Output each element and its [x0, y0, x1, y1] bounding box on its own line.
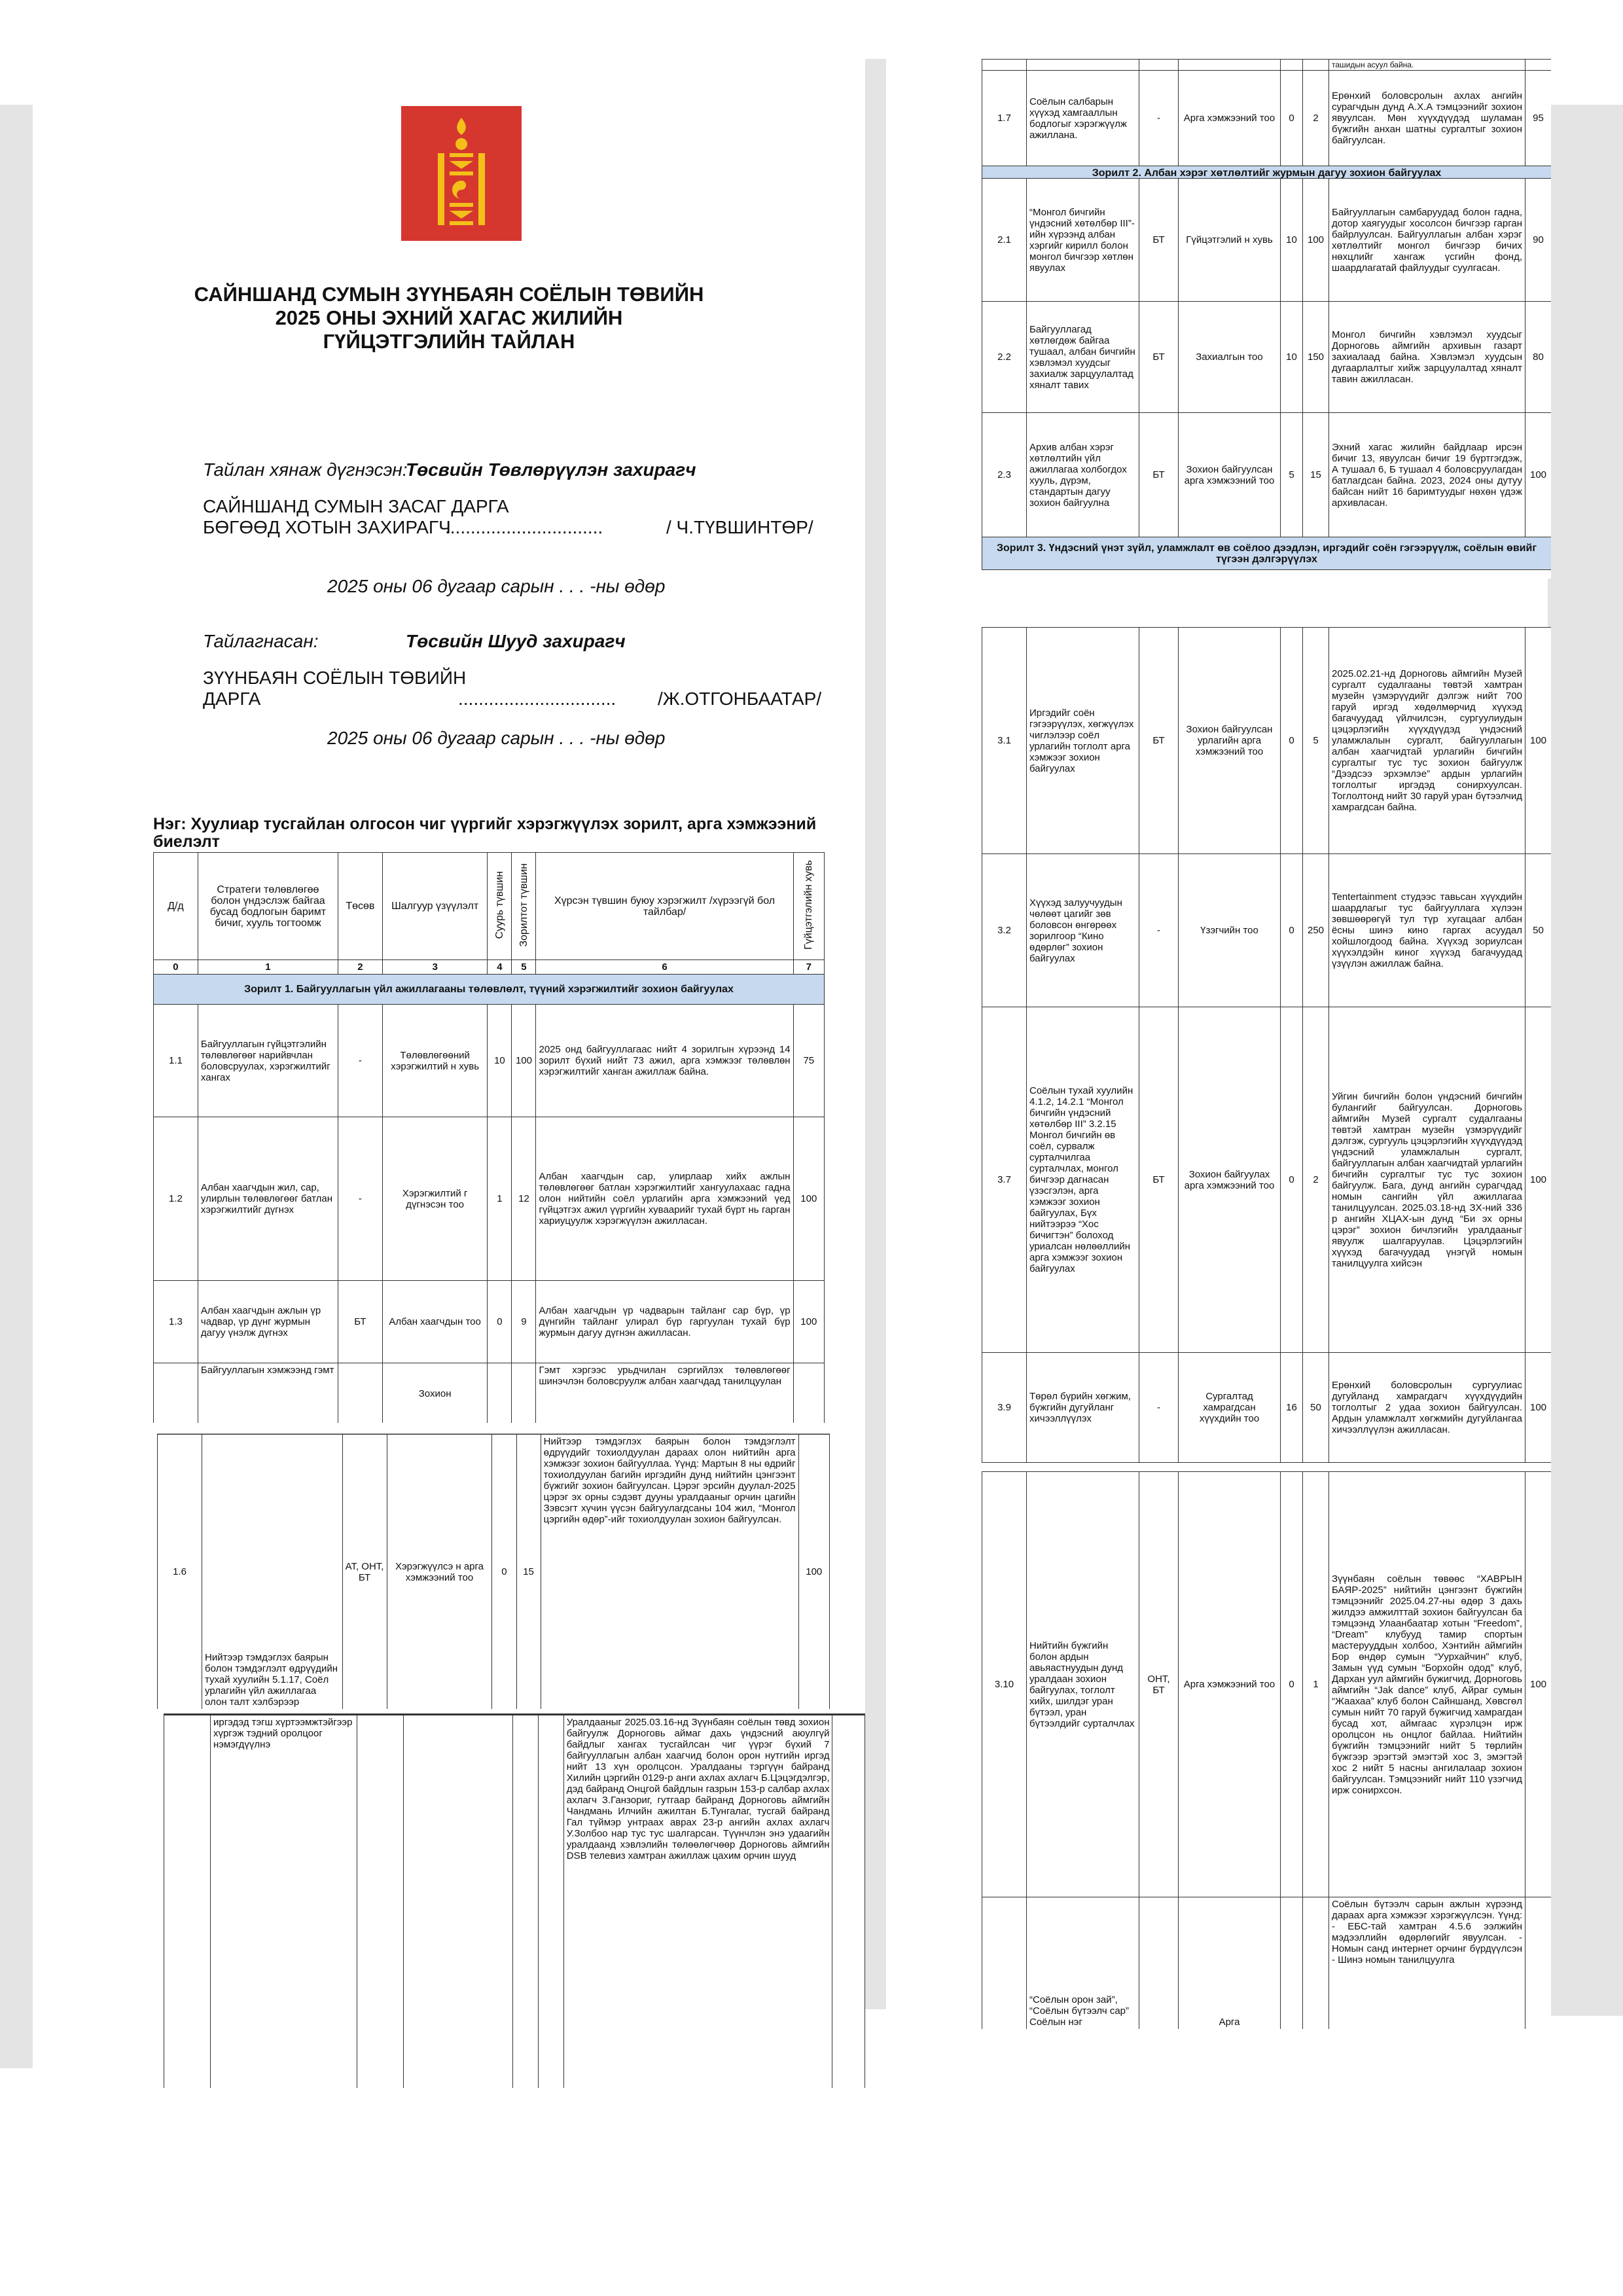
row-pct: [793, 1363, 824, 1424]
row-budget: -: [338, 1117, 382, 1281]
col-header: Стратеги төлөвлөгөө болон үндэслэж байгаа бусад бодлогын баримт бичиг, хууль тогтоомж: [198, 853, 338, 960]
row-criterion: Гүйцэтгэлий н хувь: [1179, 179, 1281, 302]
table-row: [982, 1897, 1552, 2030]
row-criterion: Арга хэмжээний тоо: [1179, 71, 1281, 166]
row-pct: 80: [1525, 302, 1552, 413]
col-number: 6: [536, 960, 793, 975]
row-target: 250: [1303, 854, 1329, 1007]
gap-right: [1548, 105, 1623, 2016]
row-doc: Албан хаагчдын ажлын үр чадвар, үр дүнг журмын дагуу үнэлж дүгнэх: [198, 1281, 338, 1363]
row-doc: “Монгол бичгийн үндэсний хөтөлбөр III”-ийн хүрээнд албан хэргийг кирилл болон монгол бичгээр хөтлөн явуулах: [1027, 179, 1139, 302]
row-budget: БТ: [1139, 179, 1179, 302]
goal-row: Зорилт 1. Байгууллагын үйл ажиллагааны төлөвлөлт, түүний хэрэгжилтийг зохион байгуулах: [154, 975, 825, 1005]
table-row: [982, 854, 1552, 1007]
row-target: [1303, 60, 1329, 71]
row-result: Зүүнбаян соёлын төвөөс “ХАВРЫН БАЯР-2025” нийтийн цэнгээнт бүжгийн тэмцээнийг 2025.04.27-ны өдөр 3 дахь жилдээ амжилттай зохион байгуулсан ба тэмцээнд Улаанбаатар хотын “Freedom”, “Dream” клубууд тамир спортын мастерууддын холбоо, Хэнтийн аймгийн Бор өндөр сумын “Уурхайчин” клуб, Замын үүд сумын “Борхойн одод” клуб, Дархан уул аймгийн бүжигчид, Дорноговь аймгийн “Jak dance” клуб, Айраг сумын “Жаахаа” клуб болон Сайншанд, Хөвсгөл сумын нийт 70 гаруй бүжигчид хамрагдан бусад хот, аймгаас хүрэлцэн ирж оролцсон нь онцлог байлаа. Нийтийн бүжгийн тэмцээнийг нийт 5 төрлийн бүжгээр эрэгтэй эмэгтэй хос 3, эмэгтэй хос 2 нийт 5 насны ангилалаар зохион байгуулсан. Тэмцээнийг нийт 110 үзэгчид ирж сонирхсон.: [1329, 1472, 1525, 1897]
row-budget: [338, 1363, 382, 1424]
table-row: [982, 60, 1552, 71]
col-header: Хүрсэн түвшин буюу хэрэгжилт /хүрээгүй бол тайлбар/: [536, 853, 793, 960]
row-pct: [832, 1715, 865, 2089]
table-row: [982, 1472, 1552, 1897]
row-no: 1.7: [982, 71, 1027, 166]
table-row: [154, 1005, 825, 1117]
col-header-text: Суурь түвшин: [493, 870, 505, 939]
row-target: 100: [512, 1005, 536, 1117]
row-result: Уралдааныг 2025.03.16-нд Зүүнбаян соёлын төвд зохион байгуулж Дорноговь аймаг дахь үндэсний аюулгүй байдлыг хангах тусгайлсан чиг үүрэг бүхий 7 байгууллагын албан хаагчид болон орон нутгийн иргэд нийт 13 хүн оролцсон. Уралдааны тэргүүн байранд Хилийн цэргийн 0129-р анги ахлах ахлагч Б.Цэцэгдэлгэр, дэд байранд Онцгой байдлын газрын 153-р салбар ахлах ахлагч З.Ганзориг, гутгаар байранд Дорноговь аймгийн Чандмань Илчийн ажилтан Б.Тунгалаг, тусгай байранд Гал түймэр унтраах аврах 23-р ангийн ахлах ахлагч У.Золбоо нар тус тус шалгарсан. Түүнчлэн энэ удаагийн уралдаанд хэвлэлийн төлөөлөгчөөр Дорноговь аймгийн DSB телевиз хамтран ажиллаж цахим орчин шууд: [563, 1715, 832, 2089]
report-table: [982, 178, 1551, 570]
approval-date: 2025 оны 06 дугаар сарын . . . -ны өдөр: [327, 576, 666, 596]
table-row: [154, 1281, 825, 1363]
row-criterion: [403, 1715, 513, 2089]
col-header: [488, 853, 512, 960]
report-table: [982, 59, 1551, 178]
report-date: 2025 оны 06 дугаар сарын . . . -ны өдөр: [327, 728, 666, 748]
row-no: 1.2: [154, 1117, 198, 1281]
row-criterion: Хэрэгжилтий г дүгнэсэн тоо: [382, 1117, 488, 1281]
title-line: ГҮЙЦЭТГЭЛИЙН ТАЙЛАН: [323, 330, 575, 353]
col-header: Төсөв: [338, 853, 382, 960]
row-no: 1.6: [158, 1435, 202, 1710]
table-row: [982, 179, 1552, 302]
gap-left: [0, 105, 33, 2068]
row-no: [154, 1363, 198, 1424]
gap-middle: [865, 59, 886, 2009]
row-doc: Архив албан хэрэг хөтлөлтийн үйл ажиллагаа холбогдох хууль, дүрэм, стандартын дагуу зохион байгуулна: [1027, 413, 1139, 537]
row-result: Албан хаагчдын сар, улирлаар хийх ажлын төлөвлөгөөг батлан хэрэгжилтийг хангуулахаас гадна олон нийтийн соёл урлагийн арга хэмжээний үед гүйцэтгэх ажил үүргийн хуваарийг тухай бүрт нь гарган хариуцуулж хэрэгжүүлэн ажилласан.: [536, 1117, 793, 1281]
row-result: 2025 онд байгууллагаас нийт 4 зорилгын хүрээнд 14 зорилт бүхий нийт 73 ажил, арга хэмжээг төлөвлөн хэрэгжилтийг ханган ажиллаж байна.: [536, 1005, 793, 1117]
row-result: 2025.02.21-нд Дорноговь аймгийн Музей сургалт судалгааны төвтэй хамтран музейн үзмэрүүдийг дэлгэж нийт 700 гаруй иргэд хөдөлмөрчид хүүхэд багачуудад үйлчилсэн, сургуулиудын цэцэрлэгийн хүүхдүүдэд үндэсний уламжлалын сургалт, байгууллагын албан хаагчидтай урлагийн бичгийн сургалтыг тус тус зохион байгуулж “Дээдсээ эрхэмлэе” ардын урлагийн тоглолтыг иргэдэд сонирхуулсан. Тоглолтонд нийт 30 гаруй уран бүтээлчид хамрагдсан байна.: [1329, 628, 1525, 854]
col-header: Д/д: [154, 853, 198, 960]
row-pct: 100: [1525, 628, 1552, 854]
row-result: Байгууллагын самбаруудад болон гадна, дотор хаягуудыг хосолсон бичгээр гарган байрлуулсан. Байгууллагын албан хэрэг хөтлөлтийг монгол бичгээр бичих нөхцлийг хангаж үсгийн фонд, шаардлагатай файлуудыг суулгасан.: [1329, 179, 1525, 302]
table-row: [982, 1007, 1552, 1353]
row-target: 100: [1303, 179, 1329, 302]
reporter-org: ЗҮҮНБАЯН СОЁЛЫН ТӨВИЙН: [203, 668, 467, 688]
row-doc: Байгууллагын хэмжээнд гэмт: [198, 1363, 338, 1424]
row-pct: 100: [793, 1117, 824, 1281]
row-criterion: Төлөвлөгөөний хэрэгжилтий н хувь: [382, 1005, 488, 1117]
row-criterion: Үзэгчийн тоо: [1179, 854, 1281, 1007]
row-target: [539, 1715, 564, 2089]
row-criterion: Арга хэмжээний тоо: [1179, 1472, 1281, 1897]
row-criterion: Хэрэгжүүлсэ н арга хэмжээний тоо: [387, 1435, 492, 1710]
row-budget: БТ: [1139, 302, 1179, 413]
row-budget: БТ: [1139, 1007, 1179, 1353]
row-budget: БТ: [338, 1281, 382, 1363]
col-header-text: Гүйцэтгэлийн хувь: [803, 860, 815, 950]
row-pct: 90: [1525, 179, 1552, 302]
row-base: 0: [492, 1435, 516, 1710]
table-row: [982, 302, 1552, 413]
row-base: 10: [1281, 302, 1303, 413]
row-criterion: Сургалтад хамрагдсан хүүхдийн тоо: [1179, 1353, 1281, 1463]
table-row: [982, 413, 1552, 537]
row-budget: АТ, ОНТ, БТ: [342, 1435, 387, 1710]
row-pct: 75: [793, 1005, 824, 1117]
row-result: Соёлын бүтээлч сарын ажлын хүрээнд дараах арга хэмжээг хэрэгжүүлсэн. Үүнд: - ЕБС-тай хамтран 4.5.6 ээлжийн мэдээллийн өдөрлөгийг явуулсан. - Номын санд интернет орчинг бүрдүүлсэн - Шинэ номын танилцуулга: [1329, 1897, 1525, 2030]
row-doc: Төрөл бүрийн хөгжим, бүжгийн дугуйланг хичээллүүлэх: [1027, 1353, 1139, 1463]
row-no: [982, 1897, 1027, 2030]
title-line: САЙНШАНД СУМЫН ЗҮҮНБАЯН СОЁЛЫН ТӨВИЙН: [194, 283, 704, 306]
row-target: [1303, 1897, 1329, 2030]
row-pct: 100: [1525, 1007, 1552, 1353]
row-target: 50: [1303, 1353, 1329, 1463]
row-doc: Иргэдийг соён гэгээрүүлэх, хөгжүүлэх чиглэлээр соёл урлагийн тоглолт арга хэмжээг зохион байгуулах: [1027, 628, 1139, 854]
approver-name: / Ч.ТҮВШИНТӨР/: [666, 517, 813, 537]
row-budget: -: [1139, 71, 1179, 166]
row-result: Эхний хагас жилийн байдлаар ирсэн бичиг 13, явуулсан бичиг 19 бүртгэгдэж, А тушаал 6, Б тушаал 4 боловсруулагдан батлагдсан байна. 2023, 2024 оны дутуу байсан нийт 16 баримтуудыг нөхөн үдэж архивласан.: [1329, 413, 1525, 537]
table-fragment-r1: [982, 59, 1551, 178]
col-header: Шалгуур үзүүлэлт: [382, 853, 488, 960]
table-row: [164, 1715, 865, 2089]
row-result: Монгол бичгийн хэвлэмэл хуудсыг Дорноговь аймгийн архивын газарт захиалаад байна. Хэвлэмэл хуудсын дугаарлалтыг хийж зарцуулалтад хяналт тавин ажилласан.: [1329, 302, 1525, 413]
row-no: 2.3: [982, 413, 1027, 537]
approver-org: БӨГӨӨД ХОТЫН ЗАХИРАГЧ: [203, 517, 451, 537]
table-row: [982, 628, 1552, 854]
row-no: 1.1: [154, 1005, 198, 1117]
row-pct: [1525, 1897, 1552, 2030]
row-base: [513, 1715, 539, 2089]
row-base: 10: [1281, 179, 1303, 302]
row-base: 0: [1281, 1007, 1303, 1353]
row-target: 2: [1303, 1007, 1329, 1353]
report-title: [33, 283, 865, 353]
row-criterion: Арга: [1179, 1897, 1281, 2030]
row-target: 9: [512, 1281, 536, 1363]
row-target: 15: [1303, 413, 1329, 537]
row-target: 2: [1303, 71, 1329, 166]
row-budget: ОНТ, БТ: [1139, 1472, 1179, 1897]
row-base: 5: [1281, 413, 1303, 537]
signature-line: ...............................: [445, 517, 603, 537]
row-criterion: Зохион: [382, 1363, 488, 1424]
row-target: [512, 1363, 536, 1424]
approver-label: Тайлан хянаж дүгнэсэн:: [203, 459, 408, 480]
row-budget: -: [338, 1005, 382, 1117]
report-table: [164, 1715, 865, 2088]
report-table: [982, 627, 1551, 1463]
row-doc: “Соёлын орон зай”, “Соёлын бүтээлч сар” Соёлын нэг: [1027, 1897, 1139, 2030]
row-no: 1.3: [154, 1281, 198, 1363]
row-result: Ерөнхий боловсролын сургуулиас дугуйланд хамрагдагч хүүхдүүдийн тоглолтыг 2 удаа зохион байгуулсан. Ардын уламжлалт хөгжмийн дугуйлангаа хичээллүүлэн ажилласан.: [1329, 1353, 1525, 1463]
row-pct: 50: [1525, 854, 1552, 1007]
row-doc: Нийтээр тэмдэглэх баярын болон тэмдэглэлт өдрүүдийн тухай хуулийн 5.1.17, Соёл урлагийн үйл ажиллагаа олон талт хэлбэрээр: [202, 1435, 342, 1710]
col-number: 5: [512, 960, 536, 975]
row-budget: -: [1139, 854, 1179, 1007]
row-result: Гэмт хэргээс урьдчилан сэргийлэх төлөвлөгөөг шинэчлэн боловсруулж албан хаагчдад танилцуулан: [536, 1363, 793, 1424]
row-budget: БТ: [1139, 628, 1179, 854]
goal-row: Зорилт 2. Албан хэрэг хөтлөлтийг журмын дагуу зохион байгуулах: [982, 166, 1552, 179]
table-row: [154, 1363, 825, 1424]
row-doc: Байгууллагын гүйцэтгэлийн төлөвлөгөөг нарийвчлан боловсруулах, хэрэгжилтийг хангах: [198, 1005, 338, 1117]
col-header: [793, 853, 824, 960]
title-line: 2025 ОНЫ ЭХНИЙ ХАГАС ЖИЛИЙН: [275, 306, 623, 329]
table-row: [158, 1435, 830, 1710]
row-doc: [1027, 60, 1139, 71]
report-table: [157, 1434, 830, 1709]
col-number: 4: [488, 960, 512, 975]
row-no: [982, 60, 1027, 71]
row-budget: [1139, 1897, 1179, 2030]
row-base: 0: [1281, 854, 1303, 1007]
row-criterion: Зохион байгуулах арга хэмжээний тоо: [1179, 1007, 1281, 1353]
row-pct: 100: [1525, 413, 1552, 537]
row-pct: 100: [1525, 1472, 1552, 1897]
row-no: 3.1: [982, 628, 1027, 854]
row-base: [1281, 60, 1303, 71]
table-fragment-r3: [982, 627, 1551, 1471]
state-emblem-logo: [401, 106, 522, 241]
table-fragment-r2: [982, 178, 1551, 579]
row-no: 2.1: [982, 179, 1027, 302]
row-target: 1: [1303, 1472, 1329, 1897]
row-criterion: [1179, 60, 1281, 71]
row-criterion: Захиалгын тоо: [1179, 302, 1281, 413]
col-number: 3: [382, 960, 488, 975]
row-budget: [1139, 60, 1179, 71]
table-row: [982, 71, 1552, 166]
row-result: Ерөнхий боловсролын ахлах ангийн сурагчдын дунд А.Х.А тэмцээнийг зохион явуулсан. Мөн хүүхдүүдэд шуламан бүжгийн анхан шатны сургалтыг зохион байгуулсан.: [1329, 71, 1525, 166]
row-target: 15: [516, 1435, 541, 1710]
reporter-name: /Ж.ОТГОНБААТАР/: [658, 689, 822, 709]
row-no: 2.2: [982, 302, 1027, 413]
row-budget: [357, 1715, 403, 2089]
col-number: 1: [198, 960, 338, 975]
col-number: 2: [338, 960, 382, 975]
col-number: 0: [154, 960, 198, 975]
table-row: [154, 1117, 825, 1281]
row-no: 3.7: [982, 1007, 1027, 1353]
row-base: 1: [488, 1117, 512, 1281]
row-no: 3.2: [982, 854, 1027, 1007]
row-doc: Байгууллагад хөтлөгдөж байгаа тушаал, албан бичгийн хэвлэмэл хуудсыг захиалж зарцуулалтад хяналт тавих: [1027, 302, 1139, 413]
reporter-role: Төсвийн Шууд захирагч: [406, 631, 626, 651]
approver-org: САЙНШАНД СУМЫН ЗАСАГ ДАРГА: [203, 496, 509, 516]
row-result: Tentertainment студээс тавьсан хүүхдийн шаардлагыг тус байгууллага хүлээн зөвшөөрөгүй тул түр хугацааг албан ёсны шинэ кино гаргах асуудал хойшлогдоод байна. Хүүхэд зориулсан хүүхэлдэйн киног хүүхэд багачуудад үзүүлэн ажиллаж байна.: [1329, 854, 1525, 1007]
row-target: 5: [1303, 628, 1329, 854]
row-result: Уйгин бичгийн болон үндэсний бичгийн булангийг байгуулсан. Дорноговь аймгийн Музей сургалт судалгааны төвтэй хамтран музейн үзмэрүүдийг дэлгэж, сургууль цэцэрлэгийн хүүхдүүдэд үндэсний уламжлалын сургалт, байгууллагын албан хаагчидтай урлагийн бичгийн сургалтыг тус тус зохион байгуулж. Бага, дунд ангийн сурагчдад номын сангийн үйл ажиллагаа танилцуулсан. 2025.03.18-нд ЗХ-ний 336 р ангийн ХЦАХ-ын дунд “Би эх орны цэрэг” зохион бичлэгийн уралдааныг явуулж шалгаруулав. Цэцэрлэгийн хүүхэд багачуудад үнэгүй номын танилцуулга хийсэн: [1329, 1007, 1525, 1353]
row-pct: 95: [1525, 71, 1552, 166]
col-header: [512, 853, 536, 960]
table-fragment-c: [164, 1713, 865, 2088]
row-result: Албан хаагчдын үр чадварын тайланг сар бүр, үр дүнгийн тайланг улирал бүр гаргуулан тухай бүр журмын дагуу дүгнэн ажилласан.: [536, 1281, 793, 1363]
table-fragment-a: [153, 852, 825, 1423]
row-result: ташидын асуул байна.: [1329, 60, 1525, 71]
row-no: 3.9: [982, 1353, 1027, 1463]
row-base: 16: [1281, 1353, 1303, 1463]
row-budget: БТ: [1139, 413, 1179, 537]
col-number: 7: [793, 960, 824, 975]
row-pct: [1525, 60, 1552, 71]
row-no: 3.10: [982, 1472, 1027, 1897]
row-pct: 100: [798, 1435, 830, 1710]
row-doc: Соёлын салбарын хүүхэд хамгааллын бодлогыг хэрэгжүүлж ажиллана.: [1027, 71, 1139, 166]
row-doc: Албан хаагчдын жил, сар, улирлын төлөвлөгөөг батлан хэрэгжилтийг дүгнэх: [198, 1117, 338, 1281]
row-target: 12: [512, 1117, 536, 1281]
row-criterion: Зохион байгуулсан урлагийн арга хэмжээний тоо: [1179, 628, 1281, 854]
signature-line: ...............................: [458, 689, 616, 709]
row-base: 0: [488, 1281, 512, 1363]
row-base: 10: [488, 1005, 512, 1117]
table-fragment-r4: [982, 1471, 1551, 2029]
row-base: 0: [1281, 71, 1303, 166]
section-title: Нэг: Хуулиар тусгайлан олгосон чиг үүргийг хэрэгжүүлэх зорилт, арга хэмжээний биелэлт: [153, 815, 817, 851]
row-doc: иргэдэд тэгш хүртээмжтэйгээр хүргэж тэдний оролцоог нэмэгдүүлнэ: [210, 1715, 357, 2089]
row-doc: Хүүхэд залуучуудын чөлөөт цагийг зөв боловсон өнгөрөөх зорилгоор “Кино өдөрлөг” зохион байгуулах: [1027, 854, 1139, 1007]
row-pct: 100: [1525, 1353, 1552, 1463]
approver-role: Төсвийн Төвлөрүүлэн захирагч: [406, 459, 696, 480]
report-table: [153, 852, 825, 1423]
row-doc: Соёлын тухай хуулийн 4.1.2, 14.2.1 “Монгол бичгийн үндэсний хөтөлбөр III” 3.2.15 Монгол бичгийн өв соёл, сурвалж сурталчилгаа сурталчлах, монгол бичгээр дагнасан үзэсгэлэн, арга хэмжээг зохион байгуулах, Бүх нийтээрээ “Хос бичигтэн” болоход уриалсан нөлөөллийн арга хэмжээг зохион байгуулах: [1027, 1007, 1139, 1353]
row-target: 150: [1303, 302, 1329, 413]
row-base: [1281, 1897, 1303, 2030]
row-budget: -: [1139, 1353, 1179, 1463]
row-no: [164, 1715, 211, 2089]
goal-row: Зорилт 3. Үндэсний үнэт зүйл, уламжлалт өв соёлоо дээдлэн, иргэдийг соён гэгээрүүлж, соёлын өвийг түгээн дэлгэрүүлэх: [982, 537, 1552, 570]
row-pct: 100: [793, 1281, 824, 1363]
report-table: [982, 1471, 1551, 2029]
row-criterion: Албан хаагчдын тоо: [382, 1281, 488, 1363]
reporter-label: Тайлагнасан:: [203, 631, 319, 651]
row-base: 0: [1281, 1472, 1303, 1897]
col-header-text: Зорилтот түвшин: [518, 863, 529, 947]
row-base: [488, 1363, 512, 1424]
row-doc: Нийтийн бүжгийн болон ардын авьяастнуудын дунд уралдаан зохион байгуулах, тоглолт хийх, шилдэг уран бүтээл, уран бүтээлдийг сурталчлах: [1027, 1472, 1139, 1897]
row-criterion: Зохион байгуулсан арга хэмжээний тоо: [1179, 413, 1281, 537]
row-base: 0: [1281, 628, 1303, 854]
reporter-org: ДАРГА: [203, 689, 261, 709]
table-row: [982, 1353, 1552, 1463]
table-fragment-b: [157, 1433, 830, 1709]
row-result: Нийтээр тэмдэглэх баярын болон тэмдэглэлт өдрүүдийг тохиолдуулан дараах олон нийтийн арга хэмжээг зохион байгууллаа. Үүнд: Мартын 8 ны өдрийг тохиолдуулан багийн иргэдийн дунд нийтийн цэнгээнт бүжгийг зохион байгуулсан. Цэрэг эрсийн дуулал-2025 цэрэг эх орны сэдэвт дууны уралдааныг орчин цагийн Зэвсэгт хүчин үүсэн байгуулагдсаны 104 жил, “Монгол цэргийн өдөр”-ийг тохиолдуулан зохион байгуулсан.: [541, 1435, 798, 1710]
